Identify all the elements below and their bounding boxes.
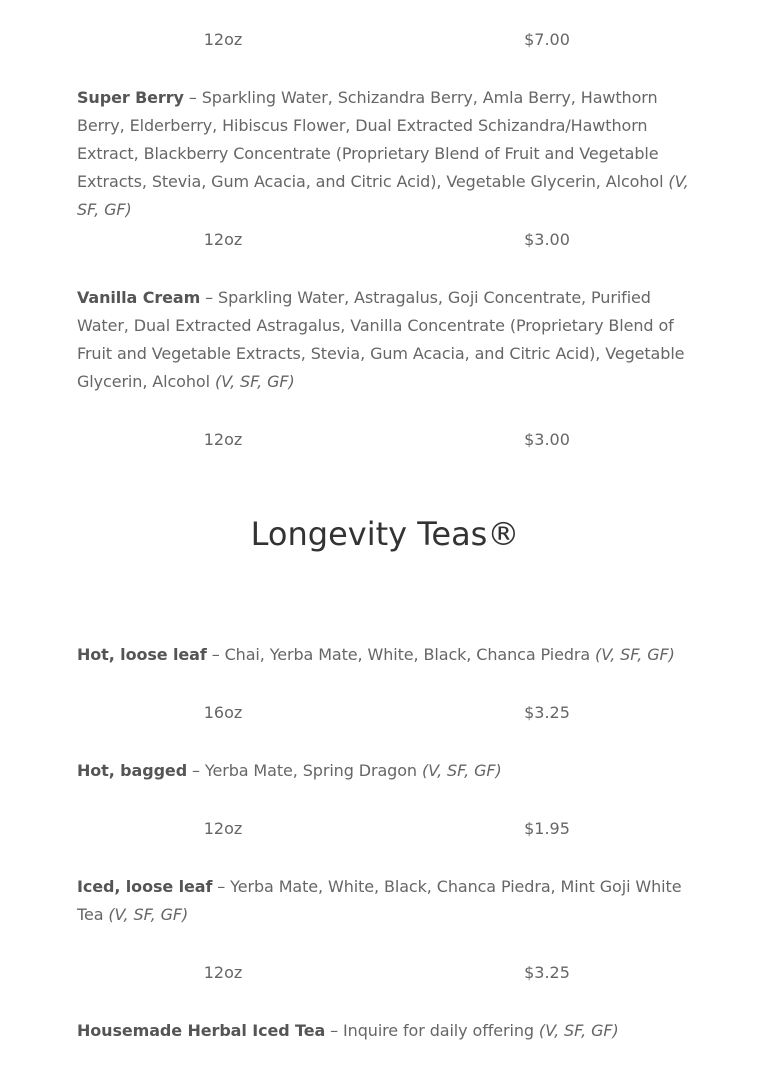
- item-name: Vanilla Cream: [77, 288, 201, 307]
- item-size: 16oz: [203, 703, 243, 722]
- item-description: – Yerba Mate, White, Black, Chanca Piedra, Mint Goji White Tea: [77, 877, 682, 924]
- item-price: $3.00: [524, 430, 570, 449]
- item-size: 12oz: [203, 430, 243, 449]
- item-size: 12oz: [203, 30, 243, 49]
- item-price: $7.00: [524, 30, 570, 49]
- menu-item-housemade-herbal-iced-tea: [77, 1017, 697, 1045]
- item-dietary-tags: (V, SF, GF): [108, 905, 189, 924]
- menu-item-iced-loose-leaf: [77, 873, 697, 929]
- section-title: Longevity Teas®: [250, 515, 520, 553]
- item-price: $3.00: [524, 230, 570, 249]
- item-price: $3.25: [524, 703, 570, 722]
- item-price: $1.95: [524, 819, 570, 838]
- item-dietary-tags: (V, SF, GF): [214, 372, 295, 391]
- item-dietary-tags: (V, SF, GF): [595, 645, 675, 664]
- menu-item-vanilla-cream: [77, 284, 697, 396]
- item-price: $3.25: [524, 963, 570, 982]
- item-name: Housemade Herbal Iced Tea: [77, 1021, 326, 1040]
- item-size: 12oz: [203, 963, 243, 982]
- menu-item-hot-bagged: [77, 757, 697, 785]
- item-name: Hot, loose leaf: [77, 645, 207, 664]
- item-description: – Chai, Yerba Mate, White, Black, Chanca Piedra: [206, 645, 596, 664]
- item-description: – Inquire for daily offering: [325, 1021, 539, 1040]
- item-size: 12oz: [203, 819, 243, 838]
- item-description: – Sparkling Water, Astragalus, Goji Concentrate, Purified Water, Dual Extracted Astragalus, Vanilla Concentrate (Proprietary Blend of Fruit and Vegetable Extracts, Stevia, Gum Acacia, and Citric Acid), Vegetable Glycerin, Alcohol: [77, 288, 685, 391]
- item-name: Hot, bagged: [77, 761, 188, 780]
- menu-item-hot-loose-leaf: [77, 641, 697, 669]
- item-name: Iced, loose leaf: [77, 877, 213, 896]
- item-description: – Sparkling Water, Schizandra Berry, Amla Berry, Hawthorn Berry, Elderberry, Hibiscus Flower, Dual Extracted Schizandra/Hawthorn Extract, Blackberry Concentrate (Proprietary Blend of Fruit and Vegetable Extracts, Stevia, Gum Acacia, and Citric Acid), Vegetable Glycerin, Alcohol: [77, 88, 669, 191]
- item-description: – Yerba Mate, Spring Dragon: [187, 761, 422, 780]
- item-dietary-tags: (V, SF, GF): [421, 761, 502, 780]
- item-dietary-tags: (V, SF, GF): [77, 172, 689, 219]
- item-dietary-tags: (V, SF, GF): [538, 1021, 619, 1040]
- item-name: Super Berry: [77, 88, 184, 107]
- item-size: 12oz: [203, 230, 243, 249]
- menu-item-super-berry: [77, 84, 697, 224]
